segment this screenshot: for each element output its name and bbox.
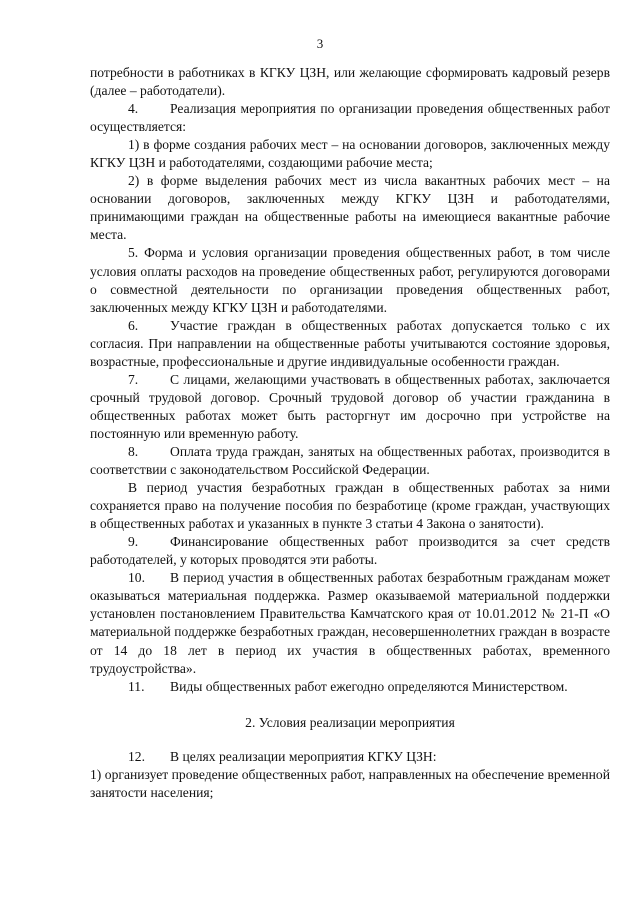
paragraph-number: 6. — [128, 317, 139, 333]
paragraph-4: 4. Реализация мероприятия по организации проведения общественных работ осуществляется: — [90, 101, 610, 135]
page-number: 3 — [316, 36, 324, 51]
paragraph-number: 9. — [128, 534, 139, 550]
paragraph-number: 7. — [128, 371, 139, 387]
paragraph-number: 12. — [128, 748, 145, 764]
paragraph-12-item-1: 1) организует проведение общественных работ, направленных на обеспечение временной занятости населения; — [90, 766, 610, 800]
paragraph-number: 8. — [128, 443, 139, 459]
paragraph-7: 7. С лицами, желающими участвовать в общественных работах, заключается срочный трудовой договор. Срочный трудовой договор об участии гражданина в общественных работах может быть расторгнут им досрочно при устройстве на постоянную или временную работу. — [90, 371, 610, 441]
paragraph-continuation: потребности в работниках в КГКУ ЦЗН, или желающие сформировать кадровый резерв (далее – работодатели). — [90, 65, 610, 99]
paragraph-8-continuation: В период участия безработных граждан в общественных работах за ними сохраняется право на получение пособия по безработице (кроме граждан, участвующих в общественных работах и указанных в пункте 3 статьи 4 Закона о занятости). — [90, 480, 610, 532]
section-title: 2. Условия реализации мероприятия — [245, 714, 455, 730]
paragraph-number: 11. — [128, 678, 145, 694]
document-body — [90, 64, 610, 802]
paragraph-4-item-2: 2) в форме выделения рабочих мест из числа вакантных рабочих мест – на основании договоров, заключенных между КГКУ ЦЗН и работодателями, принимающими граждан на общественные работы на имеющиеся вакантные рабочие места. — [90, 173, 610, 243]
paragraph-9: 9. Финансирование общественных работ производится за счет средств работодателей, у которых проводятся эти работы. — [90, 534, 610, 568]
paragraph-12: 12. В целях реализации мероприятия КГКУ ЦЗН: — [90, 748, 610, 766]
paragraph-number: 4. — [128, 101, 139, 117]
paragraph-8: 8. Оплата труда граждан, занятых на общественных работах, производится в соответствии с законодательством Российской Федерации. — [90, 443, 610, 478]
paragraph-10: 10. В период участия в общественных работах безработным гражданам может оказываться материальная поддержка. Размер оказываемой материальной поддержки установлен постановлением Правительства Камчатского края от 10.01.2012 № 21-П «О материальной поддержке безработных граждан, несовершеннолетних граждан в возрасте от 14 до 18 лет в период их участия в общественных работах, временного трудоустройства». — [90, 570, 610, 676]
paragraph-11: 11. Виды общественных работ ежегодно определяются Министерством. — [90, 678, 610, 696]
paragraph-6: 6. Участие граждан в общественных работах допускается только с их согласия. При направлении на общественные работы учитываются состояние здоровья, возрастные, профессиональные и другие индивидуальные особенности граждан. — [90, 317, 610, 369]
paragraph-4-item-1: 1) в форме создания рабочих мест – на основании договоров, заключенных между КГКУ ЦЗН и работодателями, создающими рабочие места; — [90, 137, 610, 171]
paragraph-number: 10. — [128, 570, 145, 586]
paragraph-5: 5. Форма и условия организации проведения общественных работ, в том числе условия оплаты расходов на проведение общественных работ, регулируются договорами о совместной деятельности по организации проведения общественных работ, заключенных между КГКУ ЦЗН и работодателями. — [90, 245, 610, 315]
